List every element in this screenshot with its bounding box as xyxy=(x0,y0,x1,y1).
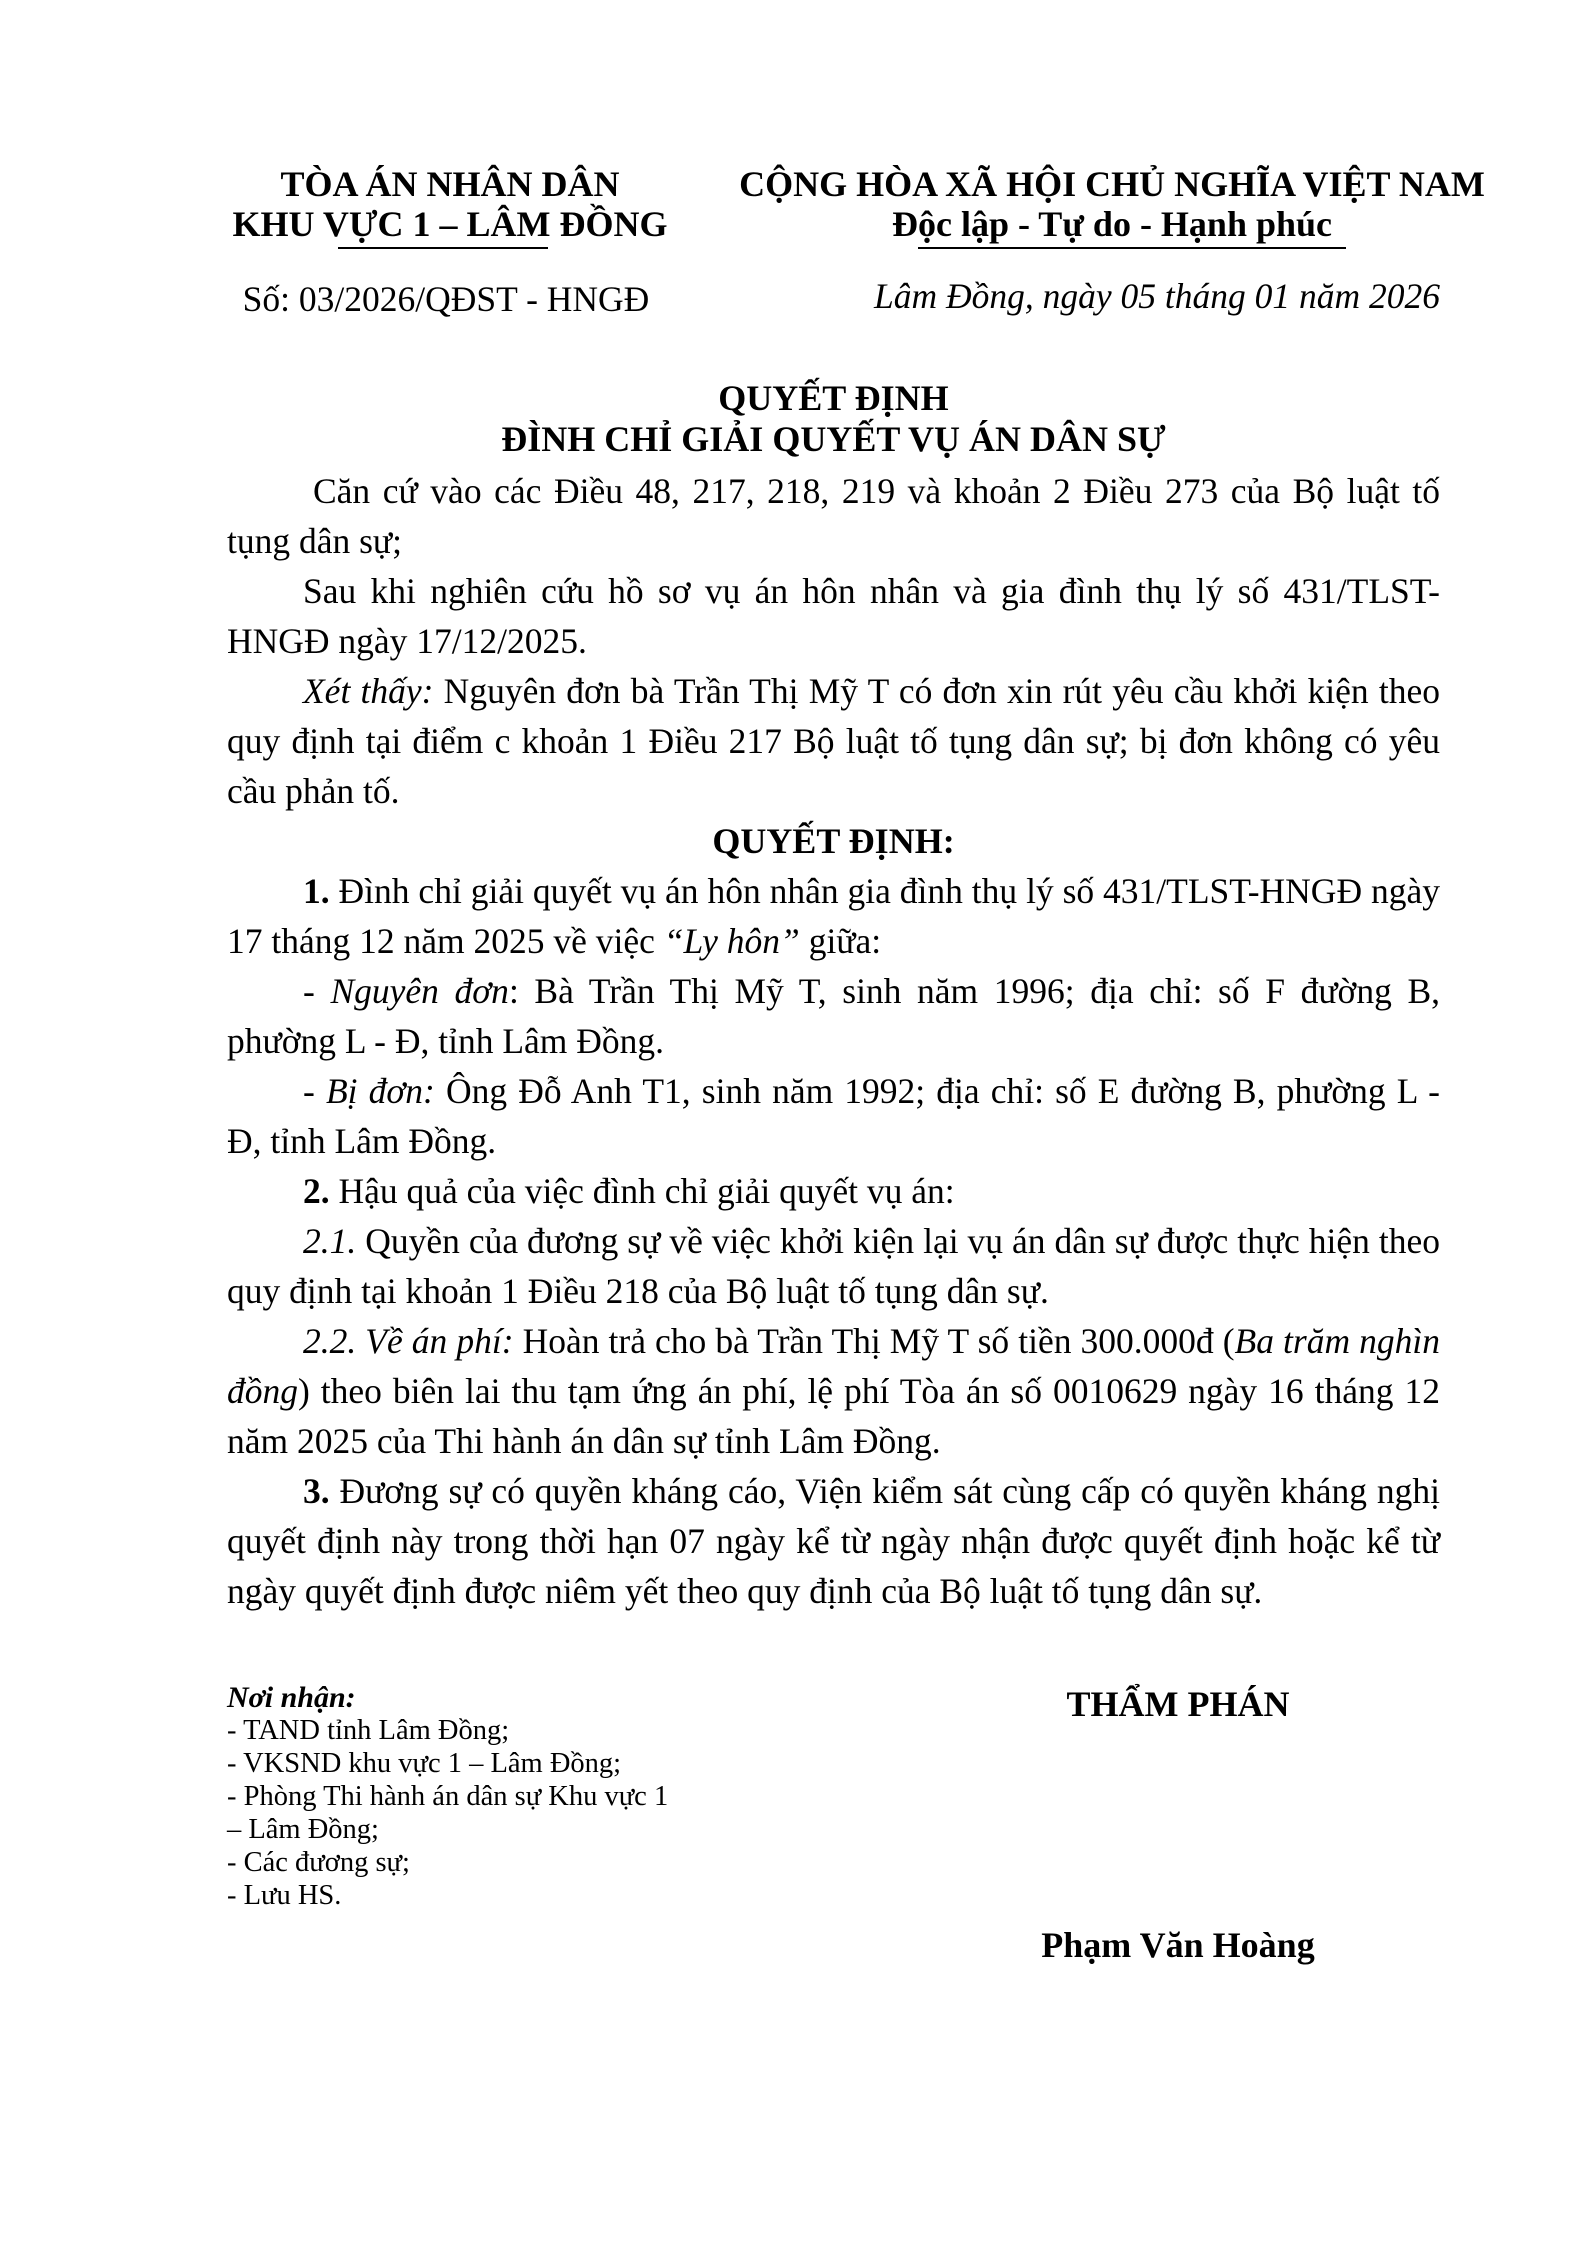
italic-text: Ba trăm nghìn đồng xyxy=(227,1321,1440,1411)
paragraph-text: giữa: xyxy=(799,921,882,961)
preamble xyxy=(227,466,1440,816)
decision-paragraph xyxy=(227,1166,1440,1216)
court-header-divider xyxy=(338,247,548,249)
recipients-list xyxy=(227,1714,668,1912)
motto-divider xyxy=(918,247,1346,249)
recipient-item: - Các đương sự; xyxy=(227,1847,410,1878)
paragraph-text: - xyxy=(303,1071,326,1111)
preamble-paragraph xyxy=(227,666,1440,816)
title-line-2: ĐÌNH CHỈ GIẢI QUYẾT VỤ ÁN DÂN SỰ xyxy=(501,419,1166,459)
recipient-item: - Phòng Thi hành án dân sự Khu vực 1 xyxy=(227,1781,669,1812)
recipients-label: Nơi nhận: xyxy=(227,1681,356,1714)
document-number: Số: 03/2026/QĐST - HNGĐ xyxy=(242,279,650,319)
decision-paragraph xyxy=(227,1466,1440,1616)
paragraph-text: ) theo biên lai thu tạm ứng án phí, lệ phí Tòa án số 0010629 ngày 16 tháng 12 năm 2025 của Thi hành án dân sự tỉnh Lâm Đồng. xyxy=(227,1371,1440,1461)
paragraph-text: Sau khi nghiên cứu hồ sơ vụ án hôn nhân và gia đình thụ lý số 431/TLST-HNGĐ ngày 17/12/2025. xyxy=(227,571,1440,661)
signer-title: THẨM PHÁN xyxy=(1066,1684,1290,1724)
paragraph-text: Đình chỉ giải quyết vụ án hôn nhân gia đình thụ lý số 431/TLST-HNGĐ ngày 17 tháng 12 năm 2025 về việc xyxy=(227,871,1440,961)
court-region: KHU VỰC 1 – LÂM ĐỒNG xyxy=(232,204,668,244)
paragraph-text: Nguyên đơn bà Trần Thị Mỹ T có đơn xin rút yêu cầu khởi kiện theo quy định tại điểm c khoản 1 Điều 217 Bộ luật tố tụng dân sự; bị đơn không có yêu cầu phản tố. xyxy=(227,671,1440,811)
title-line-1: QUYẾT ĐỊNH xyxy=(718,378,949,418)
decision-section xyxy=(227,866,1440,1616)
paragraph-text: - xyxy=(303,971,331,1011)
decision-paragraph xyxy=(227,1216,1440,1316)
italic-text: 2.1. xyxy=(303,1221,357,1261)
preamble-paragraph xyxy=(227,466,1440,566)
paragraph-text: Hậu quả của việc đình chỉ giải quyết vụ án: xyxy=(329,1171,955,1211)
paragraph-text: Căn cứ vào các Điều 48, 217, 218, 219 và khoản 2 Điều 273 của Bộ luật tố tụng dân sự; xyxy=(227,471,1440,561)
italic-text: Nguyên đơn xyxy=(330,971,509,1011)
paragraph-text: : Bà Trần Thị Mỹ T, sinh năm 1996; địa chỉ: số F đường B, phường L - Đ, tỉnh Lâm Đồng. xyxy=(227,971,1440,1061)
bold-text: 1. xyxy=(303,871,330,911)
signer-name: Phạm Văn Hoàng xyxy=(1041,1925,1315,1965)
place-and-date: Lâm Đồng, ngày 05 tháng 01 năm 2026 xyxy=(874,276,1441,316)
decision-paragraph xyxy=(227,1066,1440,1166)
decision-paragraph xyxy=(227,1316,1440,1466)
document-body xyxy=(227,466,1440,1616)
decision-paragraph xyxy=(227,966,1440,1066)
recipient-item: - TAND tỉnh Lâm Đồng; xyxy=(227,1715,510,1746)
italic-text: 2.2. Về án phí: xyxy=(303,1321,514,1361)
document-title xyxy=(227,378,1440,460)
decision-paragraph xyxy=(227,866,1440,966)
country-name: CỘNG HÒA XÃ HỘI CHỦ NGHĨA VIỆT NAM xyxy=(739,164,1485,204)
bold-text: 2. xyxy=(303,1171,330,1211)
recipients-block xyxy=(227,1681,668,1912)
court-name: TÒA ÁN NHÂN DÂN xyxy=(280,164,620,204)
bold-text: 3. xyxy=(303,1471,330,1511)
national-header xyxy=(712,164,1512,244)
national-motto: Độc lập - Tự do - Hạnh phúc xyxy=(891,204,1333,244)
italic-text: Xét thấy: xyxy=(303,671,434,711)
paragraph-text: Ông Đỗ Anh T1, sinh năm 1992; địa chỉ: số E đường B, phường L - Đ, tỉnh Lâm Đồng. xyxy=(227,1071,1441,1161)
recipient-item: - VKSND khu vực 1 – Lâm Đồng; xyxy=(227,1748,622,1779)
recipient-item: – Lâm Đồng; xyxy=(227,1814,379,1845)
decision-heading: QUYẾT ĐỊNH: xyxy=(712,821,955,861)
recipient-item: - Lưu HS. xyxy=(227,1880,342,1911)
paragraph-text: Đương sự có quyền kháng cáo, Viện kiểm sát cùng cấp có quyền kháng nghị quyết định này trong thời hạn 07 ngày kể từ ngày nhận được quyết định hoặc kể từ ngày quyết định được niêm yết theo quy định của Bộ luật tố tụng dân sự. xyxy=(227,1471,1440,1611)
paragraph-text: Hoàn trả cho bà Trần Thị Mỹ T số tiền 300.000đ ( xyxy=(513,1321,1235,1361)
italic-text: Bị đơn: xyxy=(325,1071,435,1111)
court-header xyxy=(150,164,750,244)
preamble-paragraph xyxy=(227,566,1440,666)
paragraph-text: Quyền của đương sự về việc khởi kiện lại vụ án dân sự được thực hiện theo quy định tại khoản 1 Điều 218 của Bộ luật tố tụng dân sự. xyxy=(227,1221,1440,1311)
italic-text: “Ly hôn” xyxy=(663,921,800,961)
